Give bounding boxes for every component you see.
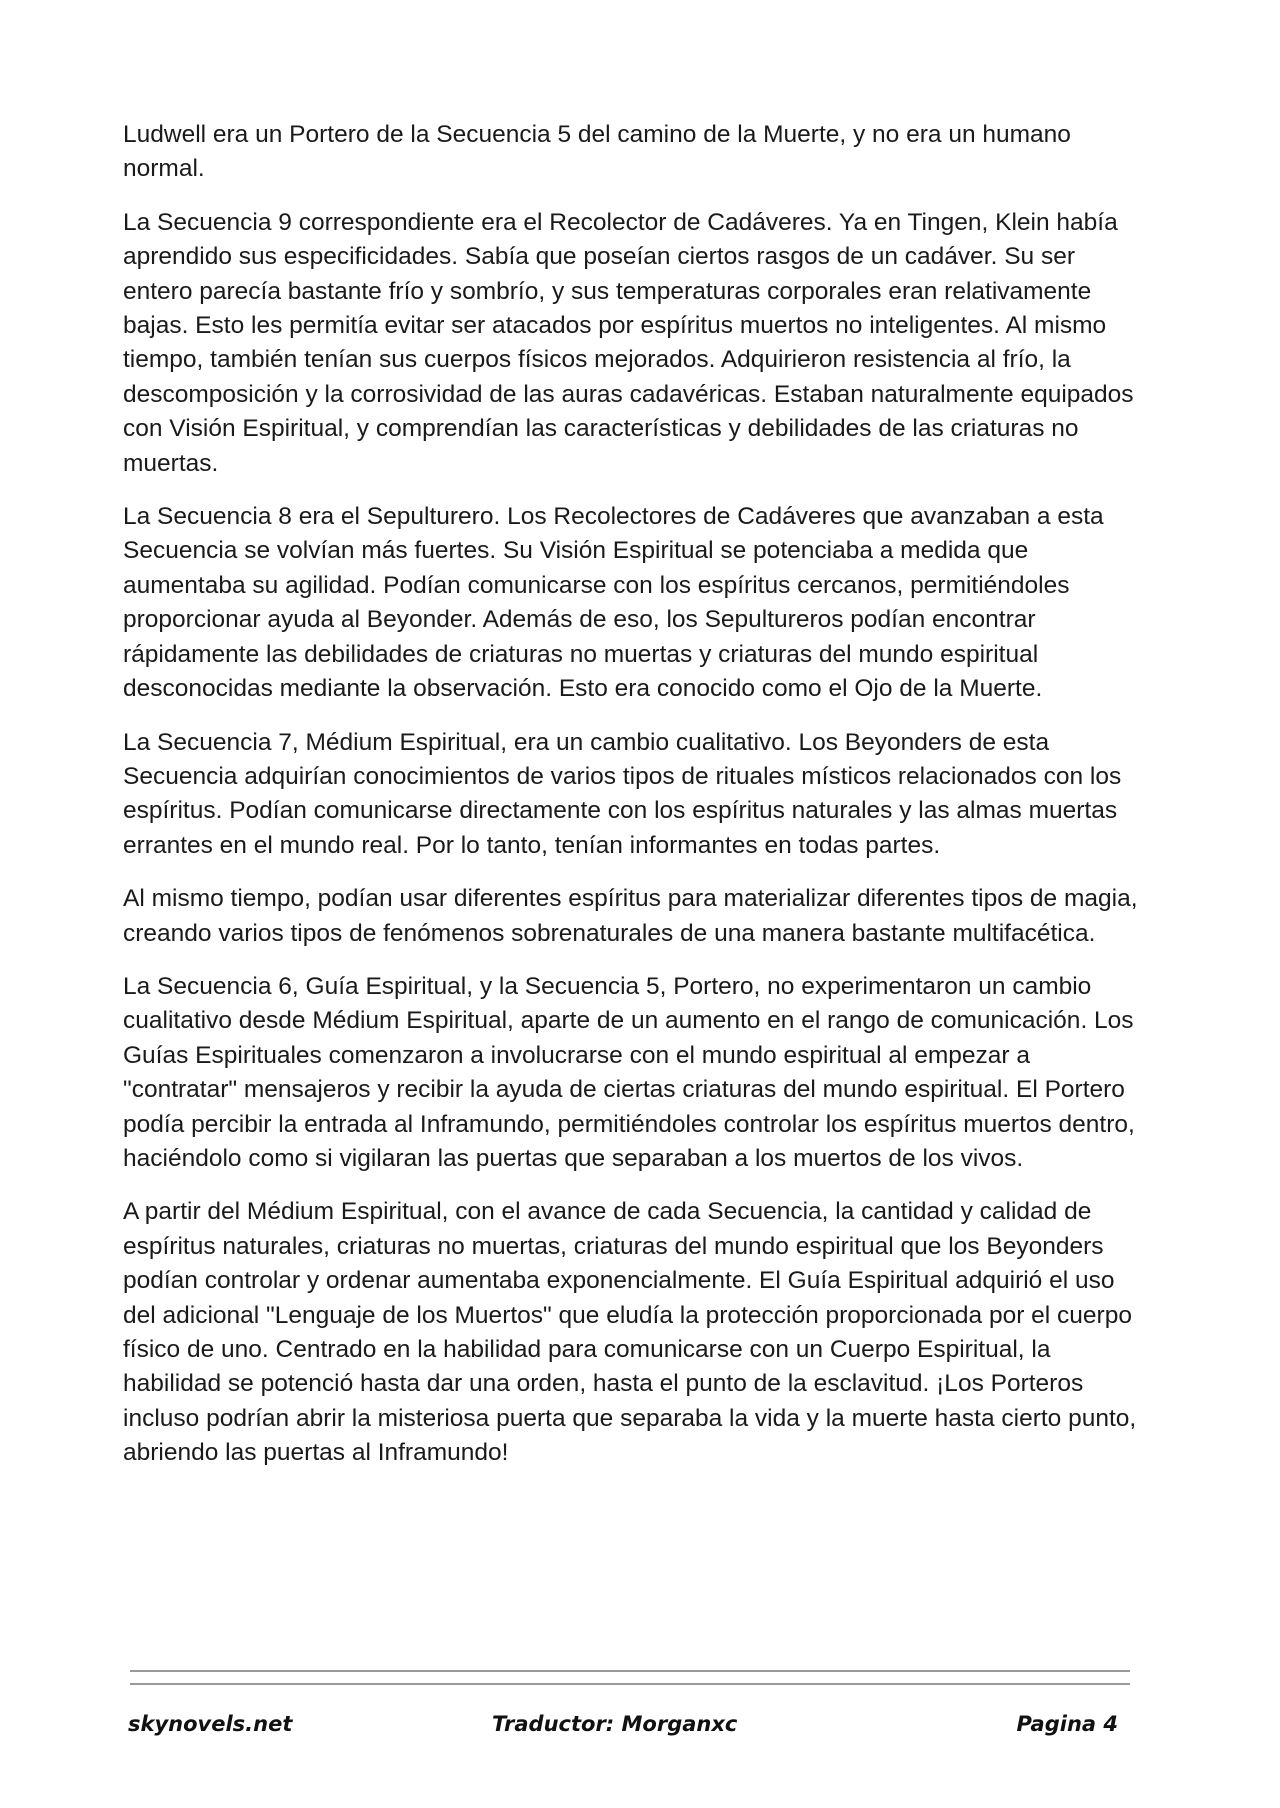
paragraph: A partir del Médium Espiritual, con el avance de cada Secuencia, la cantidad y calidad de espíritus naturales, criaturas no muertas, criaturas del mundo espiritual que los Beyonders podían controlar y ordenar aumentaba exponencialmente. El Guía Espiritual adquirió el uso del adicional "Lenguaje de los Muertos" que eludía la protección proporcionada por el cuerpo físico de uno. Centrado en la habilidad para comunicarse con un Cuerpo Espiritual, la habilidad se potenció hasta dar una orden, hasta el punto de la esclavitud. ¡Los Porteros incluso podrían abrir la misteriosa puerta que separaba la vida y la muerte hasta cierto punto, abriendo las puertas al Inframundo! <box>123 1198 1137 1467</box>
footer-page-number: Pagina 4 <box>1016 1712 1118 1736</box>
footer-divider-bottom <box>130 1683 1130 1685</box>
paragraph: Ludwell era un Portero de la Secuencia 5 del camino de la Muerte, y no era un humano normal. <box>123 121 1071 183</box>
footer-site: skynovels.net <box>128 1712 293 1736</box>
paragraph: La Secuencia 9 correspondiente era el Recolector de Cadáveres. Ya en Tingen, Klein había aprendido sus especificidades. Sabía que poseían ciertos rasgos de un cadáver. Su ser entero parecía bastante frío y sombrío, y sus temperaturas corporales eran relativamente bajas. Esto les permitía evitar ser atacados por espíritus muertos no inteligentes. Al mismo tiempo, también tenían sus cuerpos físicos mejorados. Adquirieron resistencia al frío, la descomposición y la corrosividad de las auras cadavéricas. Estaban naturalmente equipados con Visión Espiritual, y comprendían las características y debilidades de las criaturas no muertas. <box>123 208 1134 477</box>
paragraph: La Secuencia 7, Médium Espiritual, era un cambio cualitativo. Los Beyonders de esta Secuencia adquirían conocimientos de varios tipos de rituales místicos relacionados con los espíritus. Podían comunicarse directamente con los espíritus naturales y las almas muertas errantes en el mundo real. Por lo tanto, tenían informantes en todas partes. <box>123 728 1122 859</box>
footer-translator: Traductor: Morganxc <box>492 1712 738 1736</box>
footer-divider-top <box>130 1670 1130 1672</box>
page-footer <box>128 1712 1128 1752</box>
body-text <box>123 118 1138 1490</box>
paragraph: La Secuencia 8 era el Sepulturero. Los Recolectores de Cadáveres que avanzaban a esta Secuencia se volvían más fuertes. Su Visión Espiritual se potenciaba a medida que aumentaba su agilidad. Podían comunicarse con los espíritus cercanos, permitiéndoles proporcionar ayuda al Beyonder. Además de eso, los Sepultureros podían encontrar rápidamente las debilidades de criaturas no muertas y criaturas del mundo espiritual desconocidas mediante la observación. Esto era conocido como el Ojo de la Muerte. <box>123 503 1104 703</box>
paragraph: Al mismo tiempo, podían usar diferentes espíritus para materializar diferentes tipos de magia, creando varios tipos de fenómenos sobrenaturales de una manera bastante multifacética. <box>123 885 1138 947</box>
paragraph: La Secuencia 6, Guía Espiritual, y la Secuencia 5, Portero, no experimentaron un cambio cualitativo desde Médium Espiritual, aparte de un aumento en el rango de comunicación. Los Guías Espirituales comenzaron a involucrarse con el mundo espiritual al empezar a "contratar" mensajeros y recibir la ayuda de ciertas criaturas del mundo espiritual. El Portero podía percibir la entrada al Inframundo, permitiéndoles controlar los espíritus muertos dentro, haciéndolo como si vigilaran las puertas que separaban a los muertos de los vivos. <box>123 972 1135 1172</box>
